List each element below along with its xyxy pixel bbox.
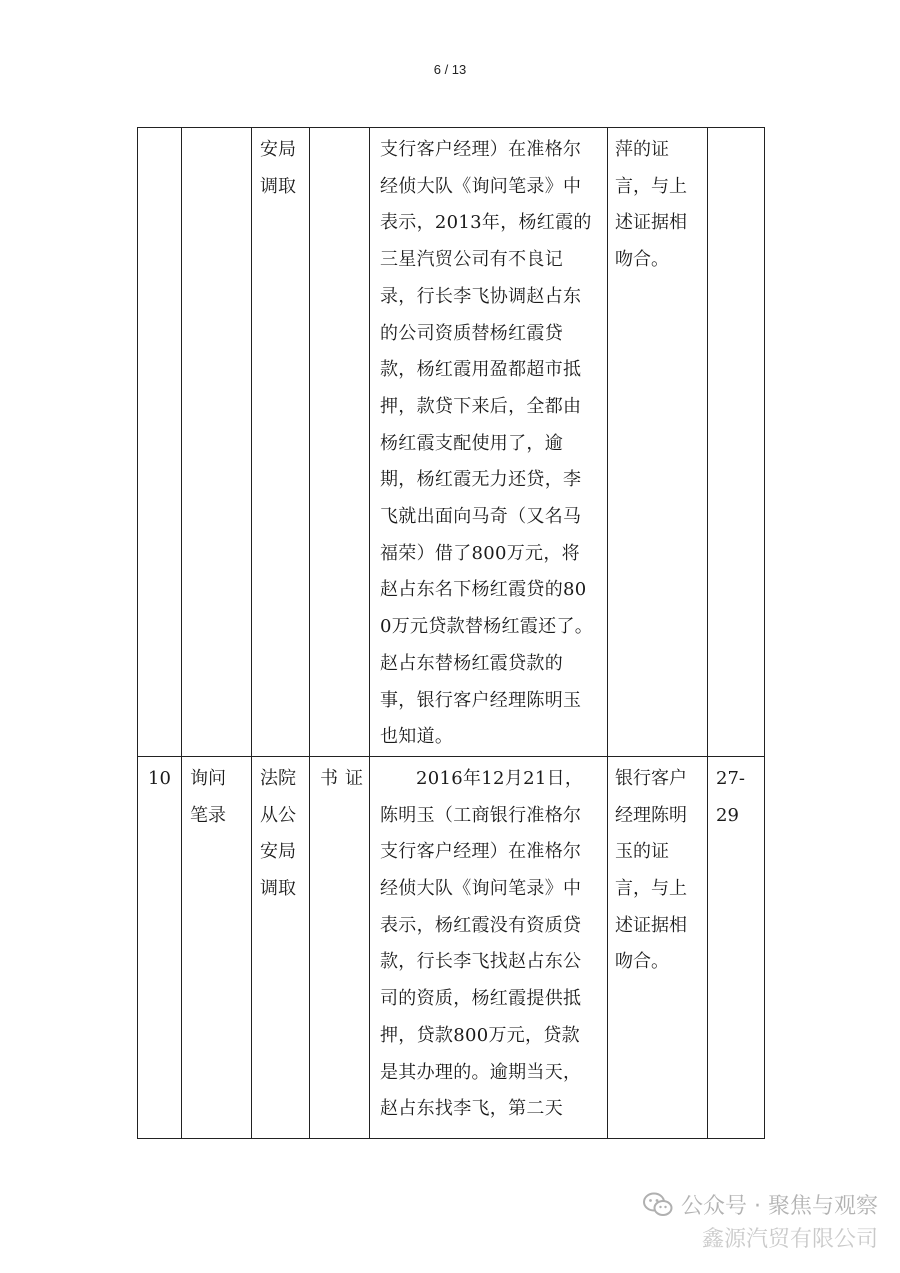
- evidence-type-right: 证: [345, 767, 363, 789]
- evidence-source-cell: 安局 调取: [252, 128, 310, 757]
- evidence-type-left: 书: [320, 767, 338, 789]
- evidence-type-cell: [310, 756, 370, 1138]
- evidence-source-cell: 法院从公安局调取: [252, 756, 310, 1138]
- evidence-pages-cell: [708, 128, 765, 757]
- evidence-purpose-cell: 萍的证言，与上述证据相吻合。: [608, 128, 708, 757]
- page-number: 6 / 13: [433, 62, 467, 77]
- evidence-name-cell: 询问笔录: [182, 756, 252, 1138]
- evidence-number-cell: 10: [138, 756, 182, 1138]
- evidence-content-cell: 支行客户经理）在准格尔经侦大队《询问笔录》中表示，2013年，杨红霞的三星汽贸公司有不良记录，行长李飞协调赵占东的公司资质替杨红霞贷款，杨红霞用盈都超市抵押，款贷下来后，全都由杨红霞支配使用了，逾期，杨红霞无力还贷，李飞就出面向马奇（又名马福荣）借了800万元，将赵占东名下杨红霞贷的800万元贷款替杨红霞还了。赵占东替杨红霞贷款的事，银行客户经理陈明玉也知道。: [370, 128, 608, 757]
- evidence-pages-cell: 27-29: [708, 756, 765, 1138]
- evidence-table: [137, 127, 765, 1139]
- evidence-type-cell: [310, 128, 370, 757]
- table-row: [138, 128, 765, 757]
- evidence-purpose-cell: 银行客户经理陈明玉的证言，与上述证据相吻合。: [608, 756, 708, 1138]
- evidence-content-cell: 2016年12月21日，陈明玉（工商银行准格尔支行客户经理）在准格尔经侦大队《询问笔录》中表示，杨红霞没有资质贷款，行长李飞找赵占东公司的资质，杨红霞提供抵押，贷款800万元，贷款是其办理的。逾期当天，赵占东找李飞，第二天: [370, 756, 608, 1138]
- watermark-company: 鑫源汽贸有限公司: [701, 1227, 878, 1252]
- evidence-number-cell: [138, 128, 182, 757]
- evidence-name-cell: [182, 128, 252, 757]
- table-row: [138, 756, 765, 1138]
- watermark-account: 公众号 · 聚焦与观察: [681, 1194, 878, 1219]
- wechat-icon: [643, 1192, 673, 1218]
- watermark: [643, 1189, 878, 1253]
